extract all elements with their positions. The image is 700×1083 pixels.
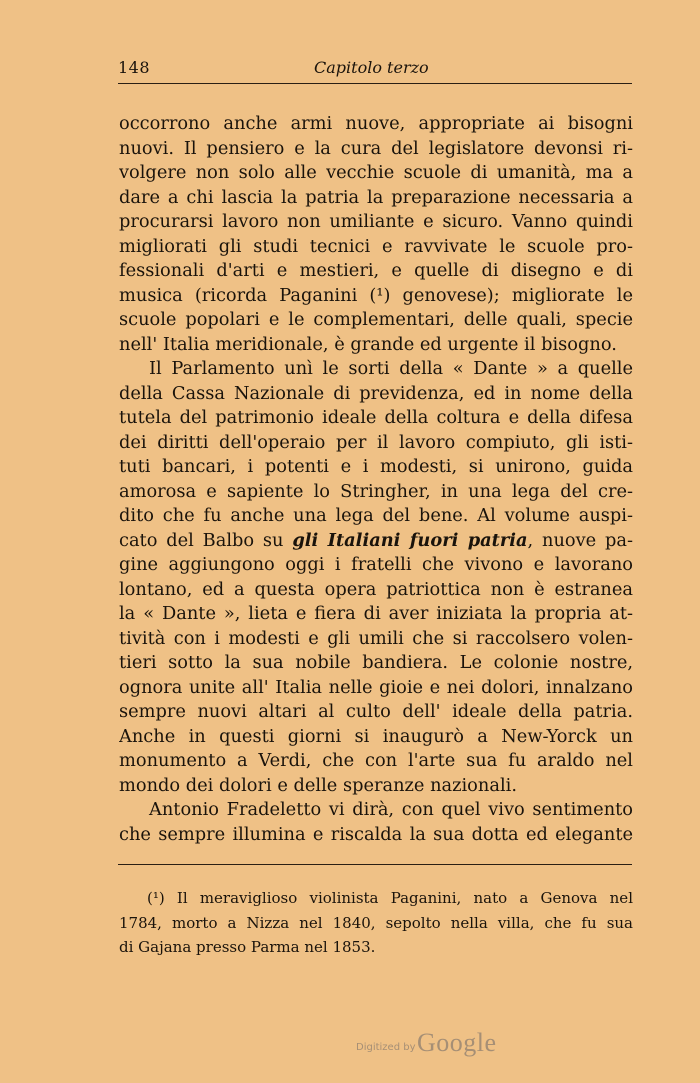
text-line: tieri sotto la sua nobile bandiera. Le colonie nostre, — [119, 652, 633, 673]
text-line: Antonio Fradeletto vi dirà, con quel vivo sentimento — [149, 799, 633, 820]
text-line: Anche in questi giorni si inaugurò a New-Yorck un — [119, 725, 633, 747]
footnote-line: (¹) Il meraviglioso violinista Paganini, nato a Genova nel — [147, 889, 633, 907]
line-text: , nuove pa- — [527, 529, 633, 551]
footnote — [119, 886, 633, 960]
text-line: monumento a Verdi, che con l'arte sua fu araldo nel — [119, 750, 633, 771]
text-line: tutela del patrimonio ideale della coltura e della difesa — [119, 407, 633, 428]
text-line: nell' Italia meridionale, è grande ed urgente il bisogno. — [119, 333, 617, 355]
running-title: Capitolo terzo — [314, 58, 429, 77]
text-line: nuovi. Il pensiero e la cura del legislatore devonsi ri- — [119, 137, 633, 159]
text-line: Il Parlamento unì le sorti della « Dante » a quelle — [149, 358, 633, 379]
footnote-line: 1784, morto a Nizza nel 1840, sepolto nella villa, che fu sua — [119, 913, 633, 932]
text-line: musica (ricorda Paganini (¹) genovese); migliorate le — [119, 284, 633, 306]
text-line: mondo dei dolori e delle speranze nazionali. — [119, 774, 517, 796]
page-header — [118, 58, 632, 80]
text-line: lontano, ed a questa opera patriottica non è estranea — [119, 578, 633, 600]
text-line: ognora unite all' Italia nelle gioie e nei dolori, innalzano — [119, 676, 633, 698]
text-line: tività con i modesti e gli umili che si raccolsero volen- — [119, 627, 633, 649]
text-line: dare a chi lascia la patria la preparazione necessaria a — [119, 186, 633, 208]
text-line: sempre nuovi altari al culto dell' ideale della patria. — [119, 701, 633, 722]
digitized-watermark — [356, 1028, 516, 1058]
text-line: tuti bancari, i potenti e i modesti, si unirono, guida — [119, 456, 633, 477]
text-line: la « Dante », lieta e fiera di aver iniziata la propria at- — [119, 603, 633, 624]
footnote-rule — [118, 864, 632, 865]
line-text: cato del Balbo su — [119, 529, 284, 551]
text-line: dei diritti dell'operaio per il lavoro compiuto, gli isti- — [119, 431, 633, 453]
text-line: volgere non solo alle vecchie scuole di umanità, ma a — [119, 162, 633, 183]
page-number: 148 — [118, 58, 151, 77]
text-line: scuole popolari e le complementari, delle quali, specie — [119, 309, 633, 330]
text-line: gine aggiungono oggi i fratelli che vivono e lavorano — [119, 554, 633, 575]
text-line: della Cassa Nazionale di previdenza, ed in nome della — [119, 382, 633, 404]
body-text — [119, 112, 633, 847]
footnote-line: di Gajana presso Parma nel 1853. — [119, 938, 376, 956]
text-line — [119, 529, 633, 554]
watermark-prefix: Digitized by — [356, 1042, 416, 1053]
watermark-brand: Google — [417, 1028, 497, 1057]
text-line: migliorati gli studi tecnici e ravvivate le scuole pro- — [119, 235, 633, 257]
italic-title: gli Italiani fuori patria — [292, 529, 528, 551]
text-line: dito che fu anche una lega del bene. Al volume auspi- — [119, 505, 633, 526]
text-line: che sempre illumina e riscalda la sua dotta ed elegante — [119, 823, 633, 845]
text-line: procurarsi lavoro non umiliante e sicuro. Vanno quindi — [119, 211, 633, 232]
text-line: amorosa e sapiente lo Stringher, in una lega del cre- — [119, 480, 633, 502]
text-line: fessionali d'arti e mestieri, e quelle di disegno e di — [119, 260, 633, 281]
text-line: occorrono anche armi nuove, appropriate ai bisogni — [119, 113, 633, 134]
header-rule — [118, 83, 632, 84]
